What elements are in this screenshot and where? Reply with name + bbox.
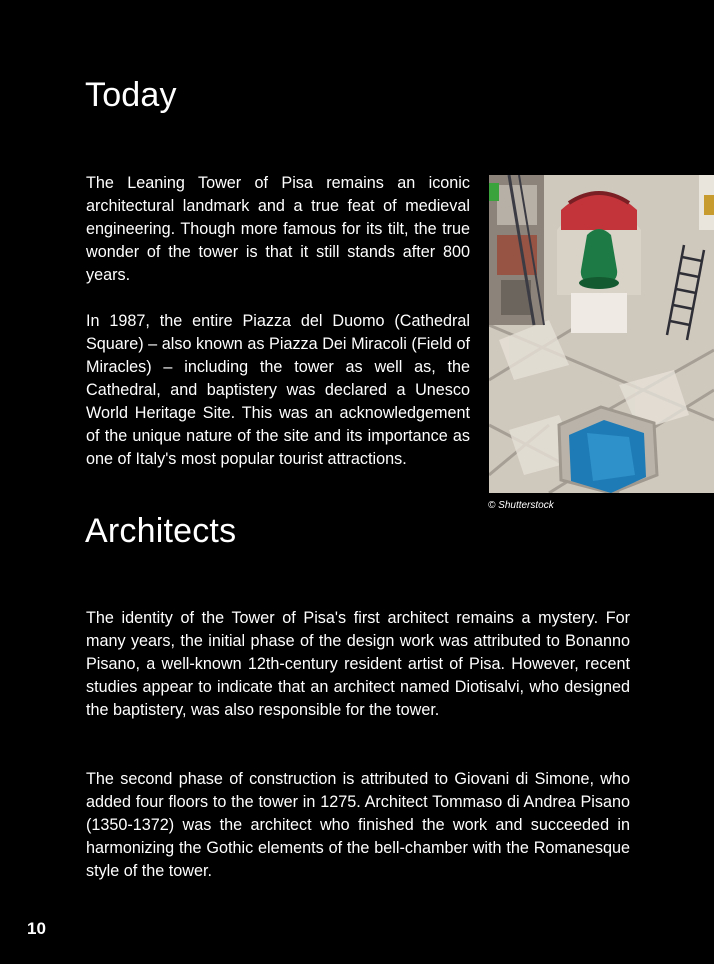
tower-bell-photo xyxy=(489,175,714,493)
section-title-today: Today xyxy=(85,76,177,114)
architects-paragraph-1: The identity of the Tower of Pisa's first architect remains a mystery. For many years, the initial phase of the design work was attributed to Bonanno Pisano, a well-known 12th-century resident artist of Pisa. However, recent studies appear to indicate that an architect named Diotisalvi, who designed the baptistery, was also responsible for the tower. xyxy=(86,609,630,719)
today-paragraph-2: In 1987, the entire Piazza del Duomo (Cathedral Square) – also known as Piazza Dei Miracoli (Field of Miracles) – including the tower as well as, the Cathedral, and baptistery was declared a Unesco World Heritage Site. This was an acknowledgement of the unique nature of the site and its importance as one of Italy's most popular tourist attractions. xyxy=(86,312,470,468)
today-paragraph-1: The Leaning Tower of Pisa remains an iconic architectural landmark and a true feat of medieval engineering. Though more famous for its tilt, the true wonder of the tower is that it still stands after 800 years. xyxy=(86,174,470,284)
photo-credit: © Shutterstock xyxy=(488,500,554,511)
page-number: 10 xyxy=(27,919,46,938)
tower-bell-illustration xyxy=(489,175,714,493)
architects-paragraph-2: The second phase of construction is attributed to Giovani di Simone, who added four floors to the tower in 1275. Architect Tommaso di Andrea Pisano (1350-1372) was the architect who finished the work and succeeded in harmonizing the Gothic elements of the bell-chamber with the Romanesque style of the tower. xyxy=(86,770,630,880)
section-title-architects: Architects xyxy=(85,512,237,550)
